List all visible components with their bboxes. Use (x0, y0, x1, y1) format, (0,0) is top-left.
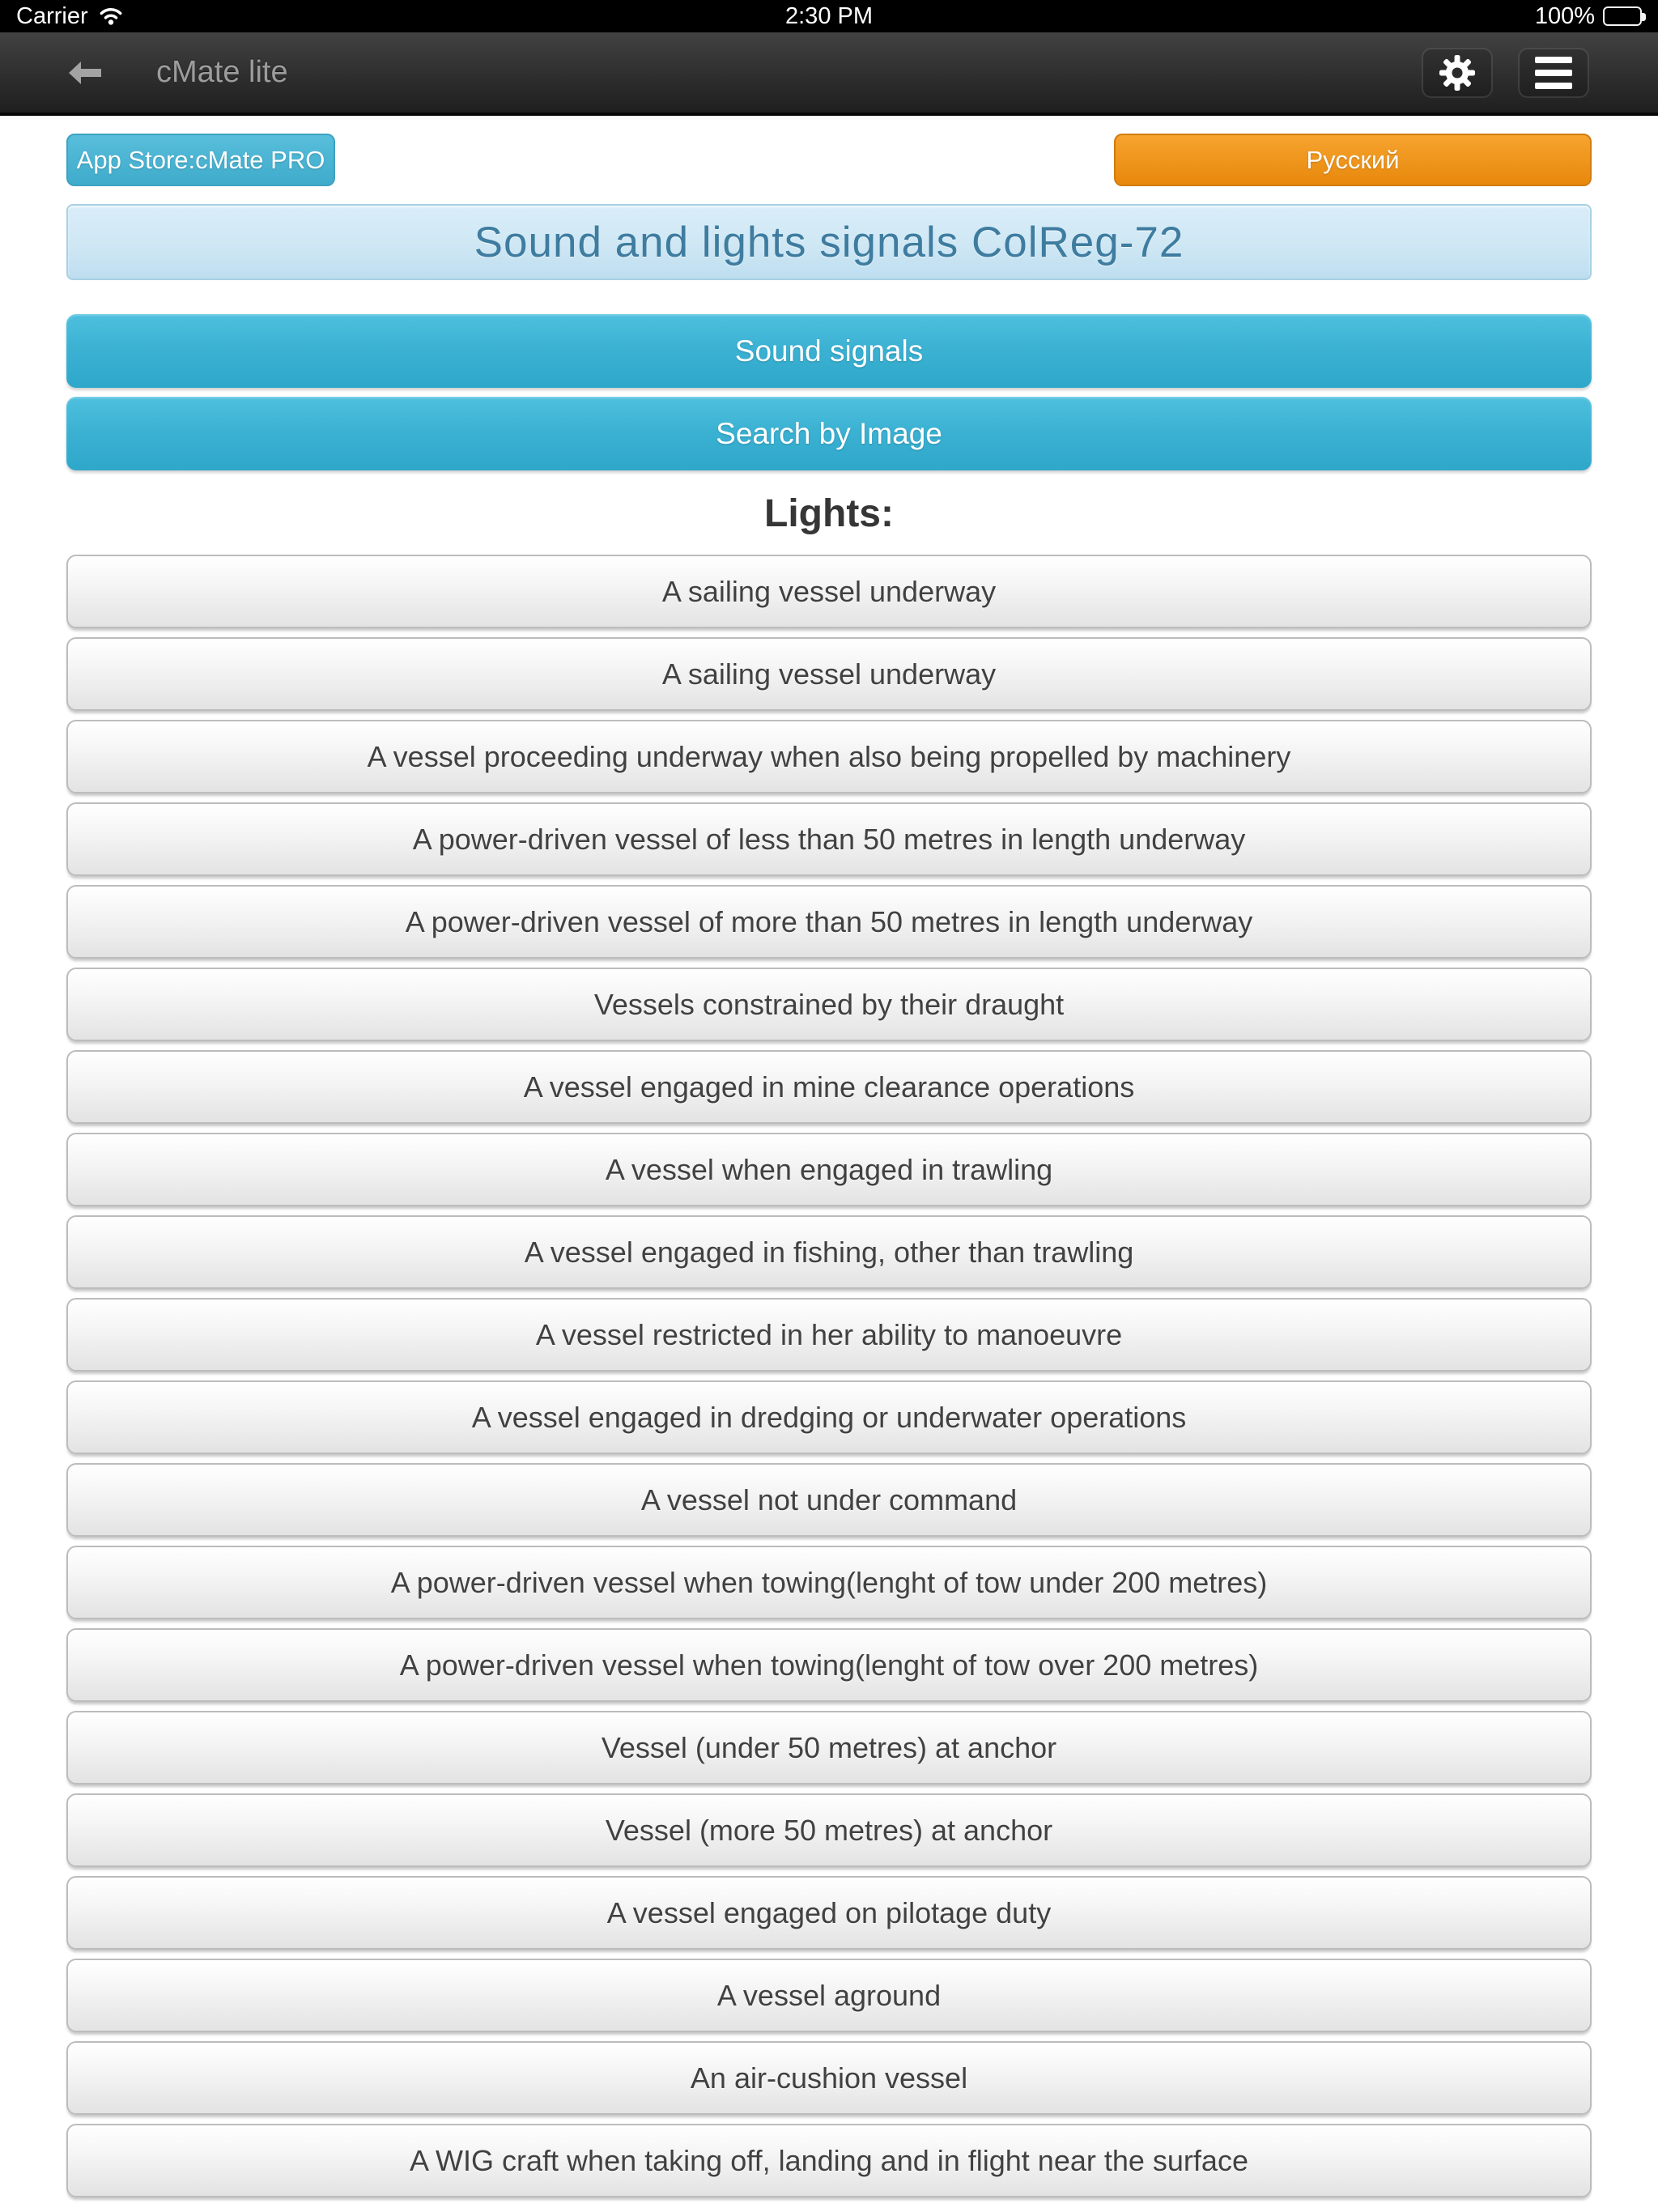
appstore-pro-button[interactable]: App Store:cMate PRO (66, 134, 335, 186)
light-item-button[interactable]: A vessel aground (66, 1959, 1592, 2032)
content (0, 116, 1658, 2212)
light-item-button[interactable]: A power-driven vessel when towing(lenght of tow under 200 metres) (66, 1546, 1592, 1619)
menu-button[interactable] (1518, 48, 1589, 98)
light-item-button[interactable]: A vessel engaged in mine clearance operations (66, 1050, 1592, 1124)
language-toggle-button[interactable]: Русский (1114, 134, 1592, 186)
nav-actions (1422, 48, 1589, 98)
light-item-button[interactable]: A vessel engaged on pilotage duty (66, 1876, 1592, 1950)
light-item-button[interactable]: A WIG craft when taking off, landing and in flight near the surface (66, 2124, 1592, 2197)
page-title-banner (66, 204, 1592, 280)
status-bar (0, 0, 1658, 32)
light-item-button[interactable]: Vessel (under 50 metres) at anchor (66, 1711, 1592, 1784)
back-button[interactable] (69, 57, 109, 89)
app-title: cMate lite (156, 55, 288, 89)
light-item-button[interactable]: A sailing vessel underway (66, 637, 1592, 711)
gear-icon (1439, 54, 1476, 91)
battery-percent: 100% (1534, 2, 1595, 29)
sound-signals-button[interactable]: Sound signals (66, 314, 1592, 388)
light-item-button[interactable]: A vessel restricted in her ability to manoeuvre (66, 1298, 1592, 1372)
clock: 2:30 PM (785, 2, 873, 29)
light-item-button[interactable]: A vessel engaged in fishing, other than trawling (66, 1215, 1592, 1289)
search-by-image-button[interactable]: Search by Image (66, 397, 1592, 470)
nav-bar (0, 32, 1658, 116)
light-item-button[interactable]: A power-driven vessel of less than 50 metres in length underway (66, 802, 1592, 876)
light-item-button[interactable]: An air-cushion vessel (66, 2041, 1592, 2115)
light-item-button[interactable]: A vessel proceeding underway when also being propelled by machinery (66, 720, 1592, 793)
carrier-label: Carrier (16, 2, 88, 29)
hamburger-menu-icon (1535, 57, 1572, 89)
top-button-row (66, 134, 1592, 186)
light-item-button[interactable]: A vessel not under command (66, 1463, 1592, 1537)
lights-list (66, 555, 1592, 2206)
light-item-button[interactable]: Vessels constrained by their draught (66, 968, 1592, 1041)
back-arrow-icon (69, 62, 101, 84)
light-item-button[interactable]: Vessel (more 50 metres) at anchor (66, 1793, 1592, 1867)
light-item-button[interactable]: A sailing vessel underway (66, 555, 1592, 628)
light-item-button[interactable]: A vessel when engaged in trawling (66, 1133, 1592, 1206)
battery-icon (1603, 6, 1642, 26)
lights-heading: Lights: (764, 492, 894, 535)
settings-button[interactable] (1422, 48, 1493, 98)
light-item-button[interactable]: A power-driven vessel when towing(lenght of tow over 200 metres) (66, 1628, 1592, 1702)
light-item-button[interactable]: A power-driven vessel of more than 50 metres in length underway (66, 885, 1592, 959)
page-title: Sound and lights signals ColReg-72 (474, 218, 1184, 266)
light-item-button[interactable]: A vessel engaged in dredging or underwater operations (66, 1380, 1592, 1454)
